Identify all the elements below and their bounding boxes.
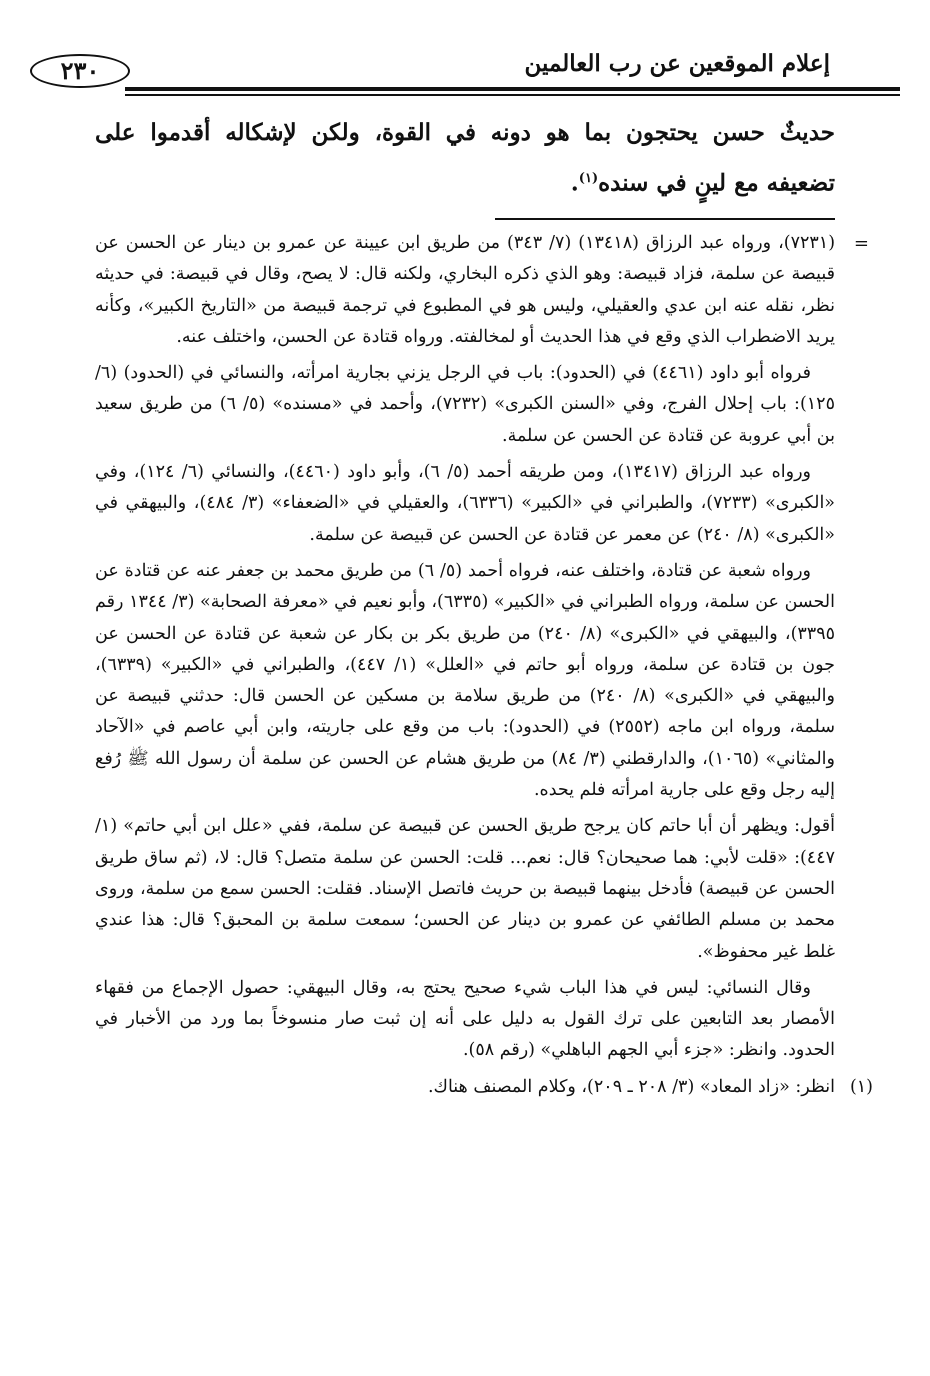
- page-number: [30, 54, 130, 88]
- header-rule-thin: [125, 94, 900, 96]
- page-number-ornament: [30, 54, 130, 88]
- footnote-paragraph: فرواه أبو داود (٤٤٦١) في (الحدود): باب في الرجل يزني بجارية امرأته، والنسائي في (الحدود) (٦/ ١٢٥): باب إحلال الفرج، وفي «السنن الكبرى» (٧٢٣٢)، وأحمد في «مسنده» (٥/ ٦) من طريق سعيد بن أبي عروبة عن قتادة عن الحسن عن سلمة.: [95, 363, 835, 446]
- continuation-mark: =: [853, 233, 869, 254]
- main-paragraph-end: .: [570, 169, 579, 197]
- footnote-1: [95, 1072, 873, 1103]
- book-title: إعلام الموقعين عن رب العالمين: [524, 50, 830, 77]
- footnote-paragraph: أقول: ويظهر أن أبا حاتم كان يرجح طريق الحسن عن قبيصة عن سلمة، ففي «علل ابن أبي حاتم» (١/ ٤٤٧): «قلت لأبي: هما صحيحان؟ قال: نعم... قلت: الحسن عن سلمة متصل؟ قال: لا، (ثم ساق طريق الحسن عن قبيصة) فأدخل بينهما قبيصة بن حريث فاتصل الإسناد. فقلت: الحسن سمع من سلمة، وروى محمد بن مسلم الطائفي عن عمرو بن دينار عن الحسن؛ سمعت سلمة بن المحبق؟ قال: هذا عندي غلط غير محفوظ».: [95, 816, 835, 962]
- footnote-1-text: انظر: «زاد المعاد» (٣/ ٢٠٨ ـ ٢٠٩)، وكلام المصنف هناك.: [427, 1076, 835, 1097]
- header-rule-thick: [125, 87, 900, 91]
- page-header: [30, 40, 840, 100]
- footnote-paragraph: ورواه شعبة عن قتادة، واختلف عنه، فرواه أحمد (٥/ ٦) من طريق محمد بن جعفر عنه عن قتادة عن الحسن عن سلمة، ورواه الطبراني في «الكبير» (٦٣٣٥)، وأبو نعيم في «معرفة الصحابة» (٣/ ١٣٤٤ رقم ٣٣٩٥)، والبيهقي في «الكبرى» (٨/ ٢٤٠) من طريق بكر بن بكار عن شعبة عن قتادة عن الحسن عن جون بن قتادة عن سلمة، ورواه أبو حاتم في «العلل» (١/ ٤٤٧)، والطبراني في «الكبير» (٦٣٣٩)، والبيهقي في «الكبرى» (٨/ ٢٤٠) من طريق سلامة بن مسكين عن الحسن قال: حدثني قبيصة عن سلمة، ورواه ابن ماجه (٢٥٥٢) في (الحدود): باب من وقع على جاريته، وابن أبي عاصم في «الآحاد والمثاني» (١٠٦٥)، والدارقطني (٣/ ٨٤) من طريق هشام عن الحسن عن سلمة أن رسول الله ﷺ رُفع إليه رجل وقع على جارية امرأته فلم يحده.: [95, 560, 836, 801]
- footnote-separator: [495, 218, 835, 220]
- footnote-paragraph: ورواه عبد الرزاق (١٣٤١٧)، ومن طريقه أحمد (٥/ ٦)، وأبو داود (٤٤٦٠)، والنسائي (٦/ ١٢٤)، وفي «الكبرى» (٧٢٣٣)، والطبراني في «الكبير» (٦٣٣٦)، والعقيلي في «الضعفاء» (٣/ ٤٨٤)، والبيهقي في «الكبرى» (٨/ ٢٤٠) عن معمر عن قتادة عن الحسن عن قبيصة عن سلمة.: [95, 462, 836, 545]
- page-number-text: ٢٣٠: [60, 56, 100, 85]
- footnote-number: (١): [849, 1076, 873, 1097]
- footnote-paragraph: وقال النسائي: ليس في هذا الباب شيء صحيح يحتج به، وقال البيهقي: حصول الإجماع من فقهاء الأمصار بعد التابعين على ترك القول به دليل على أنه إن ثبت صار منسوخاً بما ورد من الأخبار في الحدود. وانظر: «جزء أبي الجهم الباهلي» (رقم ٥٨).: [95, 977, 835, 1061]
- footnotes: [95, 228, 873, 1108]
- footnote-paragraph-text: (٧٢٣١)، ورواه عبد الرزاق (١٣٤١٨) (٧/ ٣٤٣) من طريق ابن عيينة عن عمرو بن دينار عن الحسن عن قبيصة عن سلمة، فزاد قبيصة: وهو الذي ذكره البخاري، ولكنه قال: لا يصح، وقال في قبيصة: في حديثه نظر، نقله عنه ابن عدي والعقيلي، وليس هو في المطبوع في ترجمة قبيصة من «التاريخ الكبير»، وكأنه يريد الاضطراب الذي وقع في هذا الحديث أو لمخالفته. ورواه قتادة عن الحسن، واختلف عنه.: [95, 233, 836, 347]
- footnote-paragraph: [95, 228, 869, 353]
- footnote-reference: (١): [578, 171, 599, 186]
- main-paragraph-text: حديثٌ حسن يحتجون بما هو دونه في القوة، ولكن لإشكاله أقدموا على تضعيفه مع لينٍ في سنده: [95, 119, 835, 197]
- main-paragraph: [95, 110, 835, 207]
